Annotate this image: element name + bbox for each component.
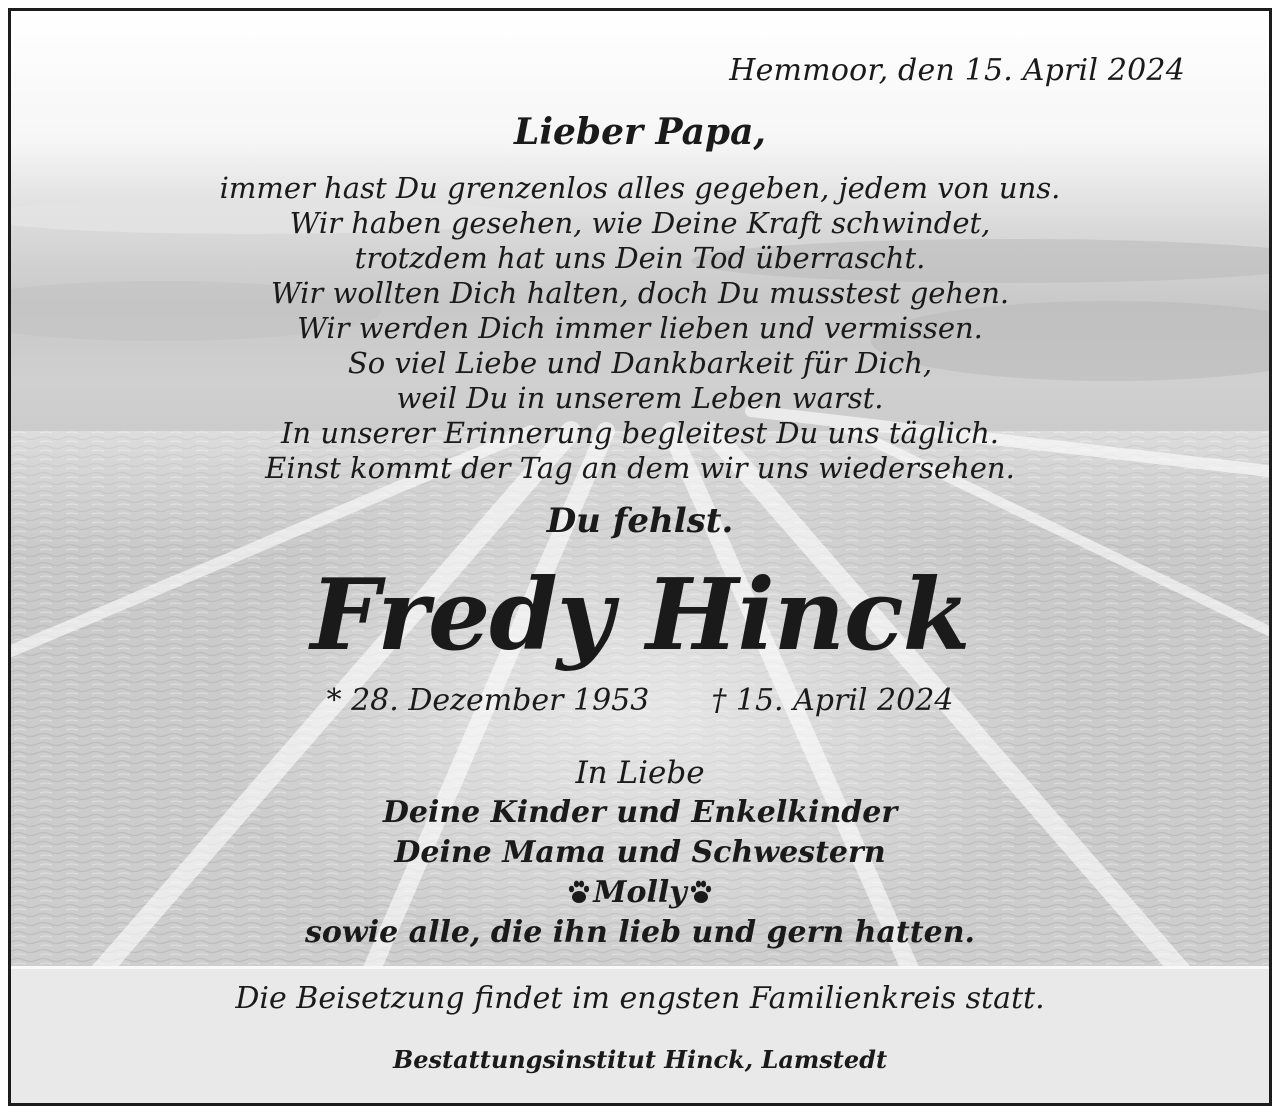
birth-date: * 28. Dezember 1953 <box>326 683 650 718</box>
death-date: † 15. April 2024 <box>711 683 954 718</box>
mourner-line: Deine Mama und Schwestern <box>394 835 886 870</box>
poem-line: immer hast Du grenzenlos alles gegeben, jedem von uns. <box>219 171 1061 205</box>
paw-print-icon <box>568 879 590 905</box>
obituary-text <box>11 11 1269 1103</box>
poem-line: weil Du in unserem Leben warst. <box>396 381 884 415</box>
poem-line: Wir werden Dich immer lieben und vermissen. <box>297 311 983 345</box>
poem <box>11 171 1269 486</box>
mourner-line: sowie alle, die ihn lieb und gern hatten. <box>304 915 975 950</box>
poem-line: Wir haben gesehen, wie Deine Kraft schwindet, <box>289 206 991 240</box>
closing-line: Du fehlst. <box>546 501 734 541</box>
mourners-intro: In Liebe <box>575 755 705 791</box>
funeral-notice: Die Beisetzung findet im engsten Familienkreis statt. <box>235 981 1045 1016</box>
place-date: Hemmoor, den 15. April 2024 <box>729 53 1185 88</box>
salutation: Lieber Papa, <box>514 111 766 153</box>
mourner-line-pet <box>11 873 1269 913</box>
pet-name: Molly <box>593 875 687 910</box>
mourner-line: Deine Kinder und Enkelkinder <box>382 795 898 830</box>
poem-line: In unserer Erinnerung begleitest Du uns täglich. <box>280 416 1000 450</box>
funeral-home: Bestattungsinstitut Hinck, Lamstedt <box>392 1045 888 1074</box>
life-dates <box>11 683 1269 718</box>
paw-print-icon <box>690 879 712 905</box>
poem-line: So viel Liebe und Dankbarkeit für Dich, <box>347 346 933 380</box>
poem-line: Wir wollten Dich halten, doch Du musstest gehen. <box>270 276 1010 310</box>
poem-line: trotzdem hat uns Dein Tod überrascht. <box>354 241 926 275</box>
obituary-card <box>8 8 1272 1106</box>
mourners-list <box>11 793 1269 953</box>
poem-line: Einst kommt der Tag an dem wir uns wiedersehen. <box>265 451 1015 485</box>
deceased-name: Fredy Hinck <box>310 558 970 673</box>
